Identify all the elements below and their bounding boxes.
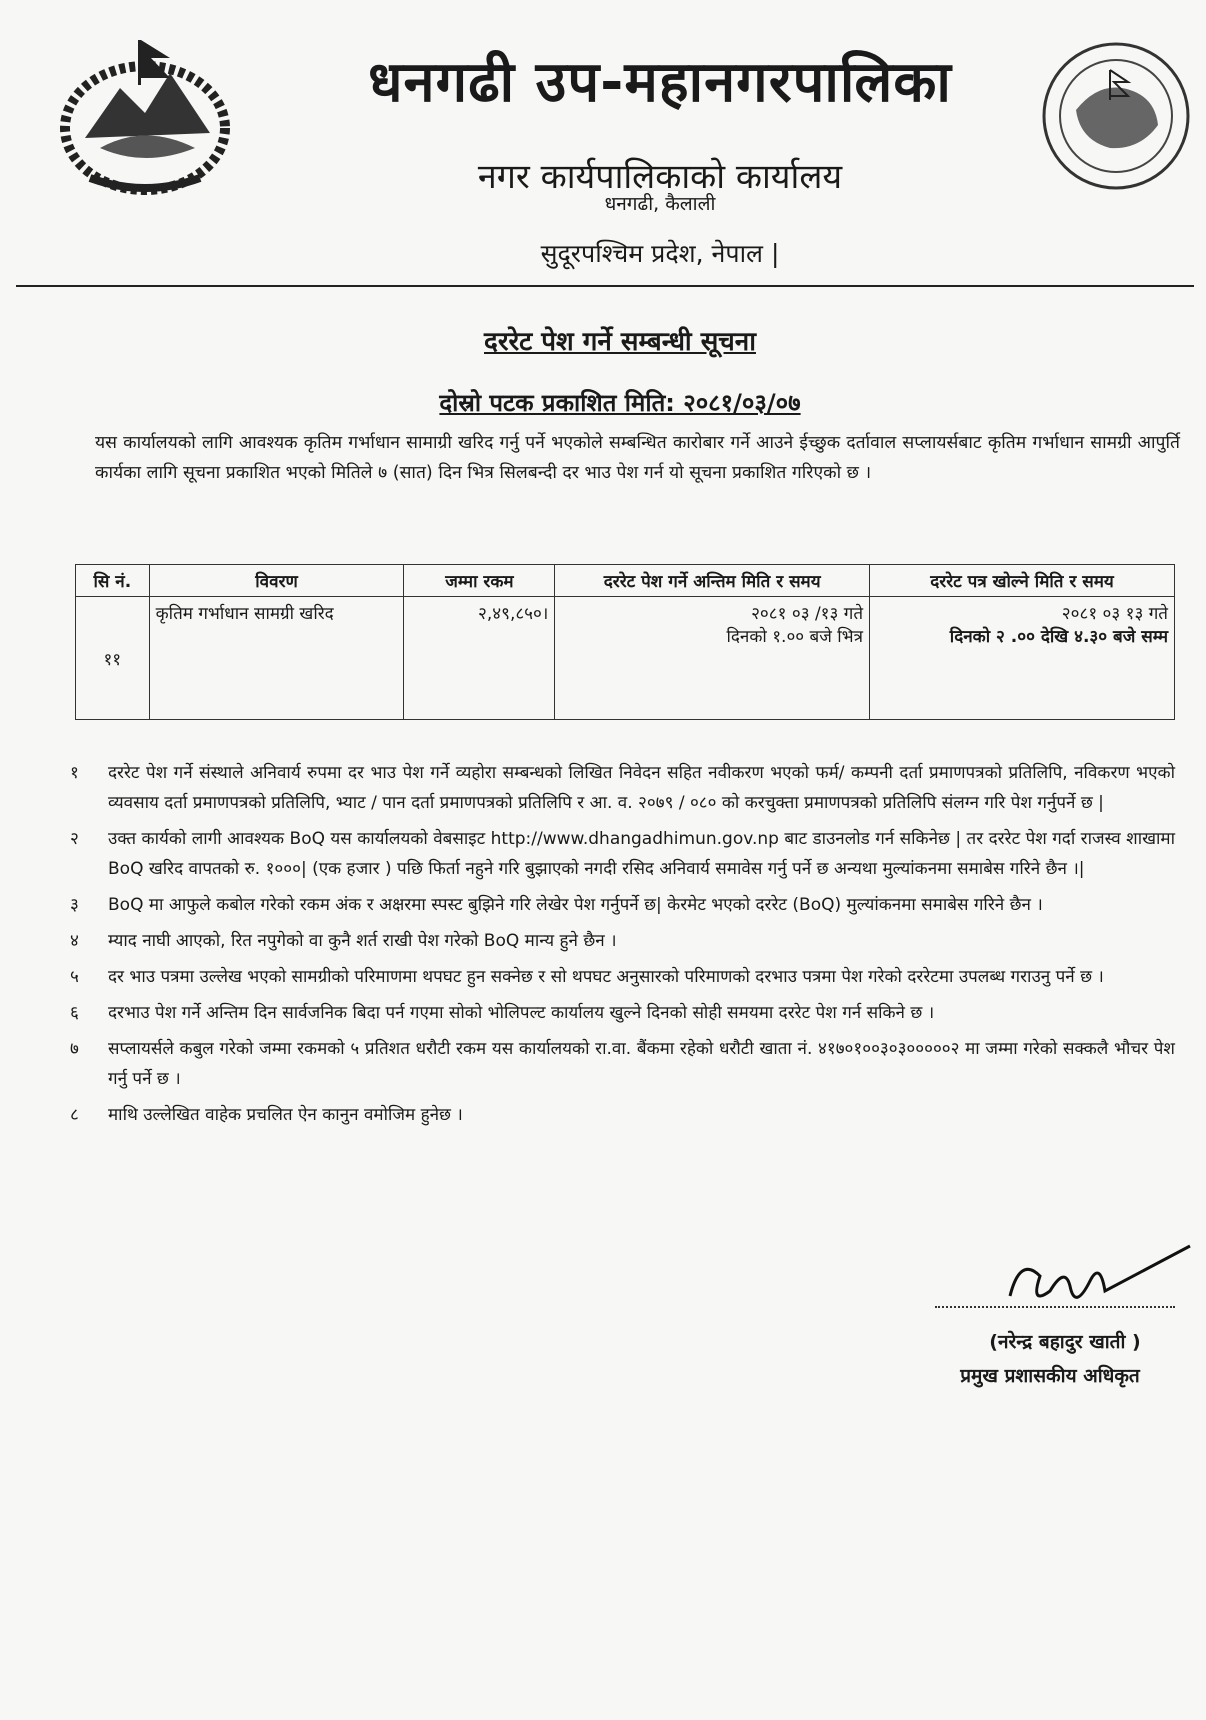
condition-text: दरभाउ पेश गर्ने अन्तिम दिन सार्वजनिक बिदा पर्न गएमा सोको भोलिपल्ट कार्यालय खुल्ने दिनको सोही समयमा दररेट पेश गर्न सकिने छ । [108,1003,935,1023]
province-line: सुदूरपश्चिम प्रदेश, नेपाल | [540,239,780,268]
condition-text: दररेट पेश गर्ने संस्थाले अनिवार्य रुपमा दर भाउ पेश गर्ने व्यहोरा सम्बन्धको लिखित निवेदन सहित नवीकरण भएको फर्म/ कम्पनी दर्ता प्रमाणपत्रको प्रतिलिपि, नविकरण भएको व्यवसाय दर्ता प्रमाणपत्रको प्रतिलिपि, भ्याट / पान दर्ता प्रमाणपत्रको प्रतिलिपि र आ. व. २०७९ / ०८० को करचुक्ता प्रमाणपत्रको प्रतिलिपि संलग्न गरि पेश गर्नुपर्ने छ | [108,763,1175,813]
municipality-seal-icon [1040,40,1192,192]
cell-deadline [555,597,870,720]
cell-opening [870,597,1175,720]
condition-number: ४ [70,931,79,951]
cell-amount: २,४९,८५०। [404,597,555,720]
opening-time: दिनको २ .०० देखि ४.३० बजे सम्म [949,627,1168,647]
deadline-date: २०८१ ०३ /१३ गते [751,604,864,624]
header-description: विवरण [149,565,404,597]
deadline-time: दिनको १.०० बजे भित्र [726,627,864,647]
condition-number: १ [70,763,79,783]
condition-number: ३ [70,895,79,915]
handwritten-signature-icon [990,1236,1200,1326]
list-item [70,824,1175,884]
signatory-title: प्रमुख प्रशासकीय अधिकृत [960,1365,1140,1387]
list-item [70,890,1175,920]
condition-text: म्याद नाघी आएको, रित नपुगेको वा कुनै शर्त राखी पेश गरेको BoQ मान्य हुने छैन । [108,931,617,951]
organization-name: धनगढी उप-महानगरपालिका [368,50,952,115]
condition-text: उक्त कार्यको लागी आवश्यक BoQ यस कार्यालयको वेबसाइट http://www.dhangadhimun.gov.np बाट डाउनलोड गर्न सकिनेछ | तर दररेट पेश गर्दा राजस्व शाखामा BoQ खरिद वापतको रु. १०००| (एक हजार ) पछि फिर्ता नहुने गरि बुझाएको नगदी रसिद अनिवार्य समावेस गर्नु पर्ने छ अन्यथा मुल्यांकनमा समाबेस गरिने छैन ।| [108,829,1175,879]
condition-text: BoQ मा आफुले कबोल गरेको रकम अंक र अक्षरमा स्पस्ट बुझिने गरि लेखेर पेश गर्नुपर्ने छ| केरमेट भएको दररेट (BoQ) मुल्यांकनमा समाबेस गरिने छैन । [108,895,1043,915]
cell-description: कृतिम गर्भाधान सामग्री खरिद [149,597,404,720]
header-sn: सि नं. [76,565,150,597]
table-row [76,597,1175,720]
header-opening: दररेट पत्र खोल्ने मिति र समय [870,565,1175,597]
opening-date: २०८१ ०३ १३ गते [1061,604,1168,624]
header-deadline: दररेट पेश गर्ने अन्तिम मिति र समय [555,565,870,597]
header-amount: जम्मा रकम [404,565,555,597]
condition-text: दर भाउ पत्रमा उल्लेख भएको सामग्रीको परिमाणमा थपघट हुन सक्नेछ र सो थपघट अनुसारको परिमाणको दरभाउ पत्रमा पेश गरेको दररेटमा उपलब्ध गराउनु पर्ने छ । [108,967,1104,987]
list-item [70,962,1175,992]
notice-intro: यस कार्यालयको लागि आवश्यक कृतिम गर्भाधान सामाग्री खरिद गर्नु पर्ने भएकोले सम्बन्धित कारोबार गर्ने आउने ईच्छुक दर्तावाल सप्लायर्सबाट कृतिम गर्भाधान सामग्री आपुर्ति कार्यका लागि सूचना प्रकाशित भएको मितिले ७ (सात) दिन भित्र सिलबन्दी दर भाउ पेश गर्न यो सूचना प्रकाशित गरिएको छ । [95,433,1180,483]
table-header-row [76,565,1175,597]
condition-number: २ [70,829,79,849]
condition-number: ५ [70,967,79,987]
header-divider [16,285,1194,287]
tender-table [75,564,1175,720]
condition-number: ७ [70,1039,79,1059]
nepal-emblem-icon [50,28,240,198]
list-item [70,926,1175,956]
condition-text: सप्लायर्सले कबुल गरेको जम्मा रकमको ५ प्रतिशत धरौटी रकम यस कार्यालयको रा.वा. बैंकमा रहेको धरौटी खाता नं. ४१७०१००३०३०००००२ मा जम्मा गरेको सक्कलै भौचर पेश गर्नु पर्ने छ । [108,1039,1175,1089]
office-name: नगर कार्यपालिकाको कार्यालय [477,157,843,197]
signature-line [935,1306,1175,1308]
notice-title: दररेट पेश गर्ने सम्बन्धी सूचना [484,327,756,357]
condition-number: ८ [70,1105,79,1125]
conditions-list [70,758,1175,1136]
publication-date: दोस्रो पटक प्रकाशित मिति: २०८१/०३/०७ [439,389,801,417]
list-item [70,758,1175,818]
list-item [70,998,1175,1028]
cell-sn: ११ [76,597,150,720]
condition-number: ६ [70,1003,79,1023]
office-location: धनगढी, कैलाली [604,193,716,215]
list-item [70,1100,1175,1130]
condition-text: माथि उल्लेखित वाहेक प्रचलित ऐन कानुन वमोजिम हुनेछ । [108,1105,463,1125]
list-item [70,1034,1175,1094]
signatory-name: (नरेन्द्र बहादुर खाती ) [989,1331,1141,1353]
